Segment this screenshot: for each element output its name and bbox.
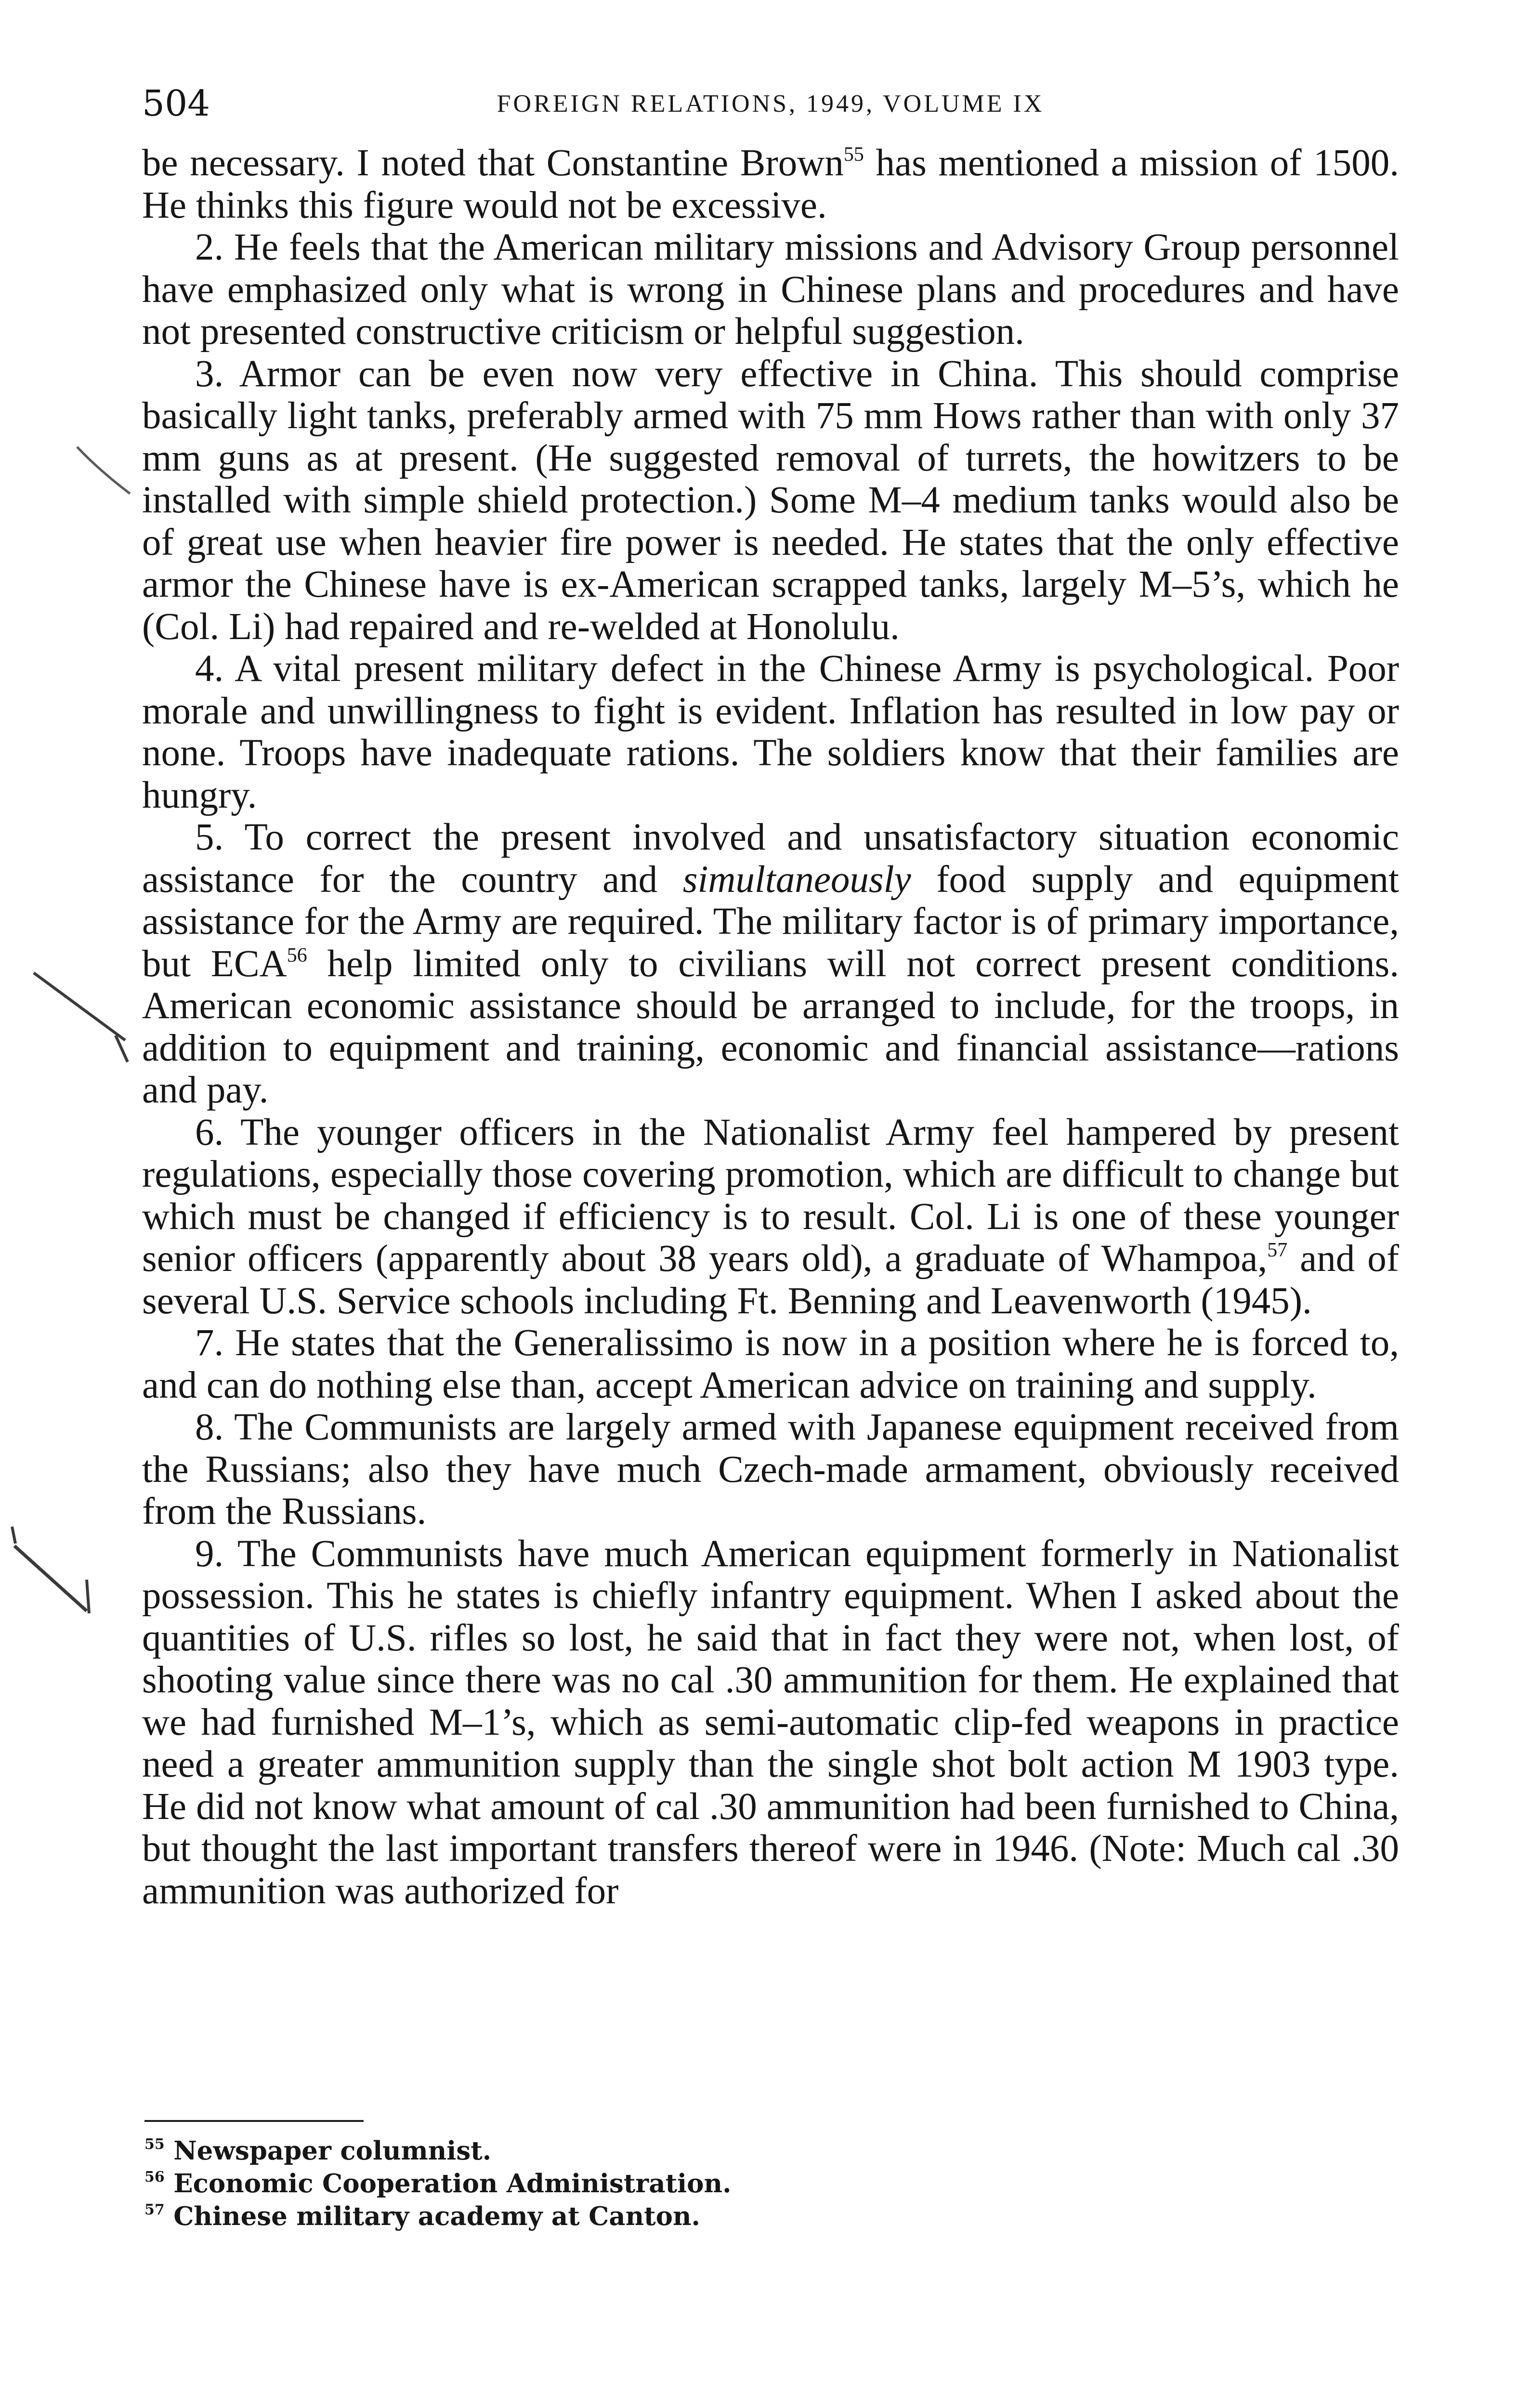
paragraph-continuation: be necessary. I noted that Constantine Brown$^{55}$ has mentioned a mission of 1500. He thinks this figure would not be excessive.: [142, 142, 1399, 226]
page-header: [142, 77, 1399, 135]
paragraph-2: 2. He feels that the American military missions and Advisory Group personnel have emphasized only what is wrong in Chinese plans and procedures and have not presented constructive criticism or helpful suggestion.: [142, 226, 1399, 353]
paragraph-7: 7. He states that the Generalissimo is now in a position where he is forced to, and can do nothing else than, accept American advice on training and supply.: [142, 1322, 1399, 1406]
footnotes: [144, 2134, 1397, 2233]
paragraph-8: 8. The Communists are largely armed with Japanese equipment received from the Russians; also they have much Czech-made armament, obviously received from the Russians.: [142, 1406, 1399, 1532]
paragraph-4: 4. A vital present military defect in the Chinese Army is psychological. Poor morale and unwillingness to fight is evident. Inflation has resulted in low pay or none. Troops have inadequate rations. The soldiers know that their families are hungry.: [142, 648, 1399, 816]
running-head: FOREIGN RELATIONS, 1949, VOLUME IX: [497, 90, 1045, 118]
page-number: 504: [142, 83, 210, 124]
paragraph-3: 3. Armor can be even now very effective in China. This should comprise basically light tanks, preferably armed with 75 mm Hows rather than with only 37 mm guns as at present. (He suggested removal of turrets, the howitzers to be installed with simple shield protection.) Some M–4 medium tanks would also be of great use when heavier fire power is needed. He states that the only effective armor the Chinese have is ex-American scrapped tanks, largely M–5’s, which he (Col. Li) had repaired and re-welded at Honolulu.: [142, 353, 1399, 648]
body-text: [142, 142, 1399, 1912]
emphasis-simultaneously: simultaneously: [682, 858, 911, 901]
paragraph-5: 5. To correct the present involved and unsatisfactory situation economic assistance for the country and simultaneously food supply and equipment assistance for the Army are required. The military factor is of primary importance, but ECA$^{56}$ help limited only to civilians will not correct present conditions. American economic assistance should be arranged to include, for the troops, in addition to equipment and training, economic and financial assistance—rations and pay.: [142, 816, 1399, 1111]
footnote-ref-56: 56: [287, 944, 307, 967]
margin-pencil-mark-1: [72, 443, 144, 501]
footnote-ref-57: 57: [1267, 1239, 1288, 1261]
footnote-55: $^{55}$ Newspaper columnist.: [144, 2136, 492, 2166]
footnote-ref-55: 55: [843, 144, 864, 166]
paragraph-9: 9. The Communists have much American equipment formerly in Nationalist possession. This he states is chiefly infantry equipment. When I asked about the quantities of U.S. rifles so lost, he said that in fact they were not, when lost, of shooting value since there was no cal .30 ammunition for them. He explained that we had furnished M–1’s, which as semi-automatic clip-fed weapons in practice need a greater ammunition supply than the single shot bolt action M 1903 type. He did not know what amount of cal .30 ammunition had been furnished to China, but thought the last important transfers thereof were in 1946. (Note: Much cal .30 ammunition was authorized for: [142, 1532, 1399, 1912]
footnote-57: $^{57}$ Chinese military academy at Canton.: [144, 2201, 701, 2231]
paragraph-6: 6. The younger officers in the Nationalist Army feel hampered by present regulations, especially those covering promotion, which are difficult to change but which must be changed if efficiency is to result. Col. Li is one of these younger senior officers (apparently about 38 years old), a graduate of Whampoa,$^{57}$ and of several U.S. Service schools including Ft. Benning and Leavenworth (1945).: [142, 1111, 1399, 1322]
margin-pencil-mark-3: [5, 1522, 101, 1618]
margin-pencil-mark-2: [29, 968, 144, 1069]
footnote-rule: [144, 2120, 364, 2122]
footnote-56: $^{56}$ Economic Cooperation Administration.: [144, 2169, 732, 2199]
